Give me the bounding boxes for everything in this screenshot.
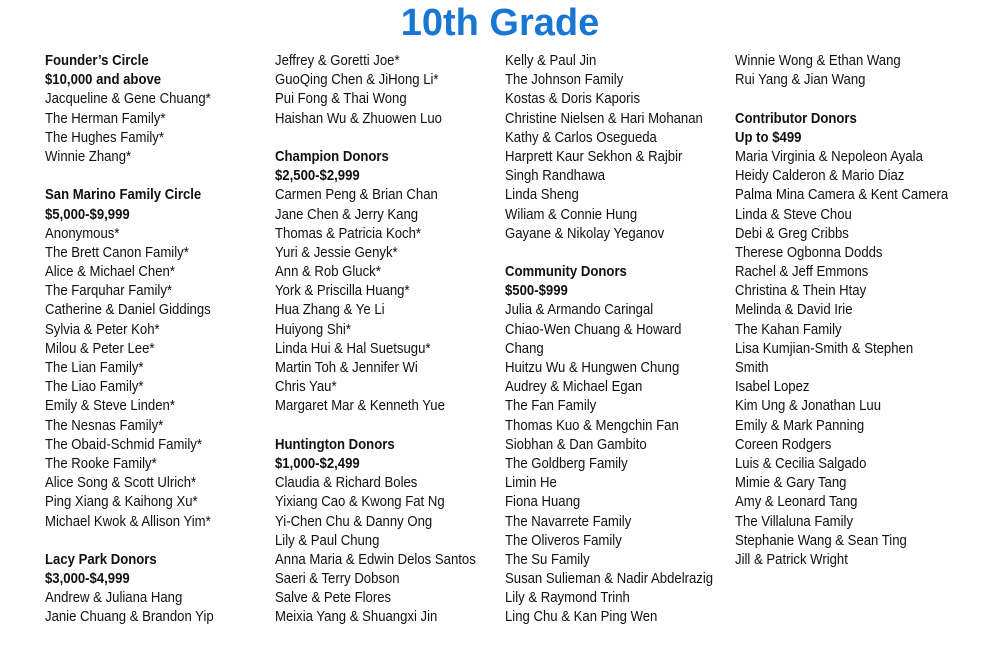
- donor-name: The Farquhar Family*: [45, 283, 173, 300]
- donor-name: Linda & Steve Chou: [735, 206, 852, 223]
- donor-name: Rachel & Jeff Emmons: [735, 264, 869, 281]
- donor-column-2: [275, 52, 476, 628]
- donor-column-3: [505, 52, 713, 628]
- donor-name: Audrey & Michael Egan: [505, 379, 643, 396]
- donor-name: Maria Virginia & Nepoleon Ayala: [735, 148, 923, 165]
- donor-name: Lily & Raymond Trinh: [505, 590, 630, 607]
- donor-name: Saeri & Terry Dobson: [275, 571, 400, 588]
- donor-name: The Oliveros Family: [505, 532, 622, 549]
- section-spacer: [505, 244, 713, 263]
- donor-name: GuoQing Chen & JiHong Li*: [275, 72, 439, 89]
- donor-name: Gayane & Nikolay Yeganov: [505, 225, 665, 242]
- donor-name: Luis & Cecilia Salgado: [735, 455, 867, 472]
- tier-heading: Up to $499: [735, 129, 802, 146]
- donor-name: The Lian Family*: [45, 360, 144, 376]
- donor-name: Carmen Peng & Brian Chan: [275, 187, 438, 204]
- tier-heading: Contributor Donors: [735, 110, 857, 127]
- donor-name: Claudia & Richard Boles: [275, 475, 418, 492]
- donor-name: The Johnson Family: [505, 72, 624, 89]
- donor-name: The Hughes Family*: [45, 129, 164, 146]
- donor-name: Margaret Mar & Kenneth Yue: [275, 398, 445, 415]
- donor-name: Salve & Pete Flores: [275, 590, 392, 607]
- donor-name: The Obaid-Schmid Family*: [45, 436, 202, 453]
- donor-name: Janie Chuang & Brandon Yip: [45, 609, 214, 626]
- donor-name: Wiliam & Connie Hung: [505, 206, 638, 223]
- donor-name: Kelly & Paul Jin: [505, 53, 597, 69]
- donor-name: Palma Mina Camera & Kent Camera: [735, 187, 949, 204]
- donor-name: Melinda & David Irie: [735, 302, 853, 319]
- donor-name: The Kahan Family: [735, 321, 842, 338]
- donor-name: Michael Kwok & Allison Yim*: [45, 513, 211, 530]
- donor-name: Chris Yau*: [275, 379, 337, 396]
- donor-name: Isabel Lopez: [735, 379, 810, 396]
- tier-heading: Lacy Park Donors: [45, 551, 157, 568]
- donor-name: Ann & Rob Gluck*: [275, 264, 381, 281]
- donor-name: The Su Family: [505, 551, 590, 568]
- donor-name: Anna Maria & Edwin Delos Santos: [275, 551, 476, 568]
- tier-heading: Founder’s Circle: [45, 53, 149, 69]
- donor-name: Emily & Steve Linden*: [45, 398, 175, 415]
- donor-name: Meixia Yang & Shuangxi Jin: [275, 609, 438, 626]
- donor-name: Therese Ogbonna Dodds: [735, 244, 883, 261]
- donor-name: Chang: [505, 340, 544, 357]
- donor-name: Kathy & Carlos Osegueda: [505, 129, 657, 146]
- donor-name: The Herman Family*: [45, 110, 166, 127]
- donor-name: Ling Chu & Kan Ping Wen: [505, 609, 658, 626]
- page-title: 10th Grade: [400, 2, 600, 44]
- donor-name: Pui Fong & Thai Wong: [275, 91, 407, 108]
- tier-heading: $5,000-$9,999: [45, 206, 130, 223]
- donor-name: Winnie Zhang*: [45, 148, 132, 165]
- donor-column-4: [735, 52, 948, 570]
- donor-name: Thomas & Patricia Koch*: [275, 225, 422, 242]
- donor-name: Chiao-Wen Chuang & Howard: [505, 321, 682, 338]
- donor-name: Jane Chen & Jerry Kang: [275, 206, 419, 223]
- tier-heading: San Marino Family Circle: [45, 187, 202, 204]
- donor-name: Jacqueline & Gene Chuang*: [45, 91, 211, 108]
- tier-heading: $500-$999: [505, 283, 568, 300]
- section-spacer: [45, 532, 214, 551]
- donor-name: Ping Xiang & Kaihong Xu*: [45, 494, 198, 511]
- donor-name: The Villaluna Family: [735, 513, 854, 530]
- tier-heading: $10,000 and above: [45, 72, 162, 89]
- tier-heading: Champion Donors: [275, 148, 389, 165]
- section-spacer: [45, 167, 214, 186]
- section-spacer: [735, 90, 948, 109]
- donor-name: Emily & Mark Panning: [735, 417, 865, 434]
- donor-name: Singh Randhawa: [505, 168, 606, 185]
- donor-name: Winnie Wong & Ethan Wang: [735, 53, 901, 69]
- donor-name: The Rooke Family*: [45, 455, 157, 472]
- donor-name: Smith: [735, 360, 769, 376]
- donor-name: Sylvia & Peter Koh*: [45, 321, 160, 338]
- donor-name: Linda Sheng: [505, 187, 579, 204]
- tier-heading: Huntington Donors: [275, 436, 395, 453]
- donor-name: Kim Ung & Jonathan Luu: [735, 398, 882, 415]
- donor-name: Thomas Kuo & Mengchin Fan: [505, 417, 679, 434]
- donor-name: Christina & Thein Htay: [735, 283, 867, 300]
- tier-heading: $1,000-$2,499: [275, 455, 360, 472]
- donor-name: The Liao Family*: [45, 379, 144, 396]
- donor-name: Mimie & Gary Tang: [735, 475, 847, 492]
- donor-name: Fiona Huang: [505, 494, 581, 511]
- donor-name: Jeffrey & Goretti Joe*: [275, 53, 400, 69]
- donor-name: The Nesnas Family*: [45, 417, 164, 434]
- donor-name: Debi & Greg Cribbs: [735, 225, 849, 242]
- donor-name: Christine Nielsen & Hari Mohanan: [505, 110, 703, 127]
- donor-name: Hua Zhang & Ye Li: [275, 302, 385, 319]
- donor-name: Susan Sulieman & Nadir Abdelrazig: [505, 571, 714, 588]
- donor-name: Alice & Michael Chen*: [45, 264, 175, 281]
- donor-name: Yixiang Cao & Kwong Fat Ng: [275, 494, 445, 511]
- section-spacer: [275, 417, 476, 436]
- donor-name: Martin Toh & Jennifer Wi: [275, 360, 418, 376]
- donor-name: Harprett Kaur Sekhon & Rajbir: [505, 148, 683, 165]
- donor-name: Siobhan & Dan Gambito: [505, 436, 647, 453]
- donor-name: Jill & Patrick Wright: [735, 551, 848, 568]
- donor-name: Huitzu Wu & Hungwen Chung: [505, 360, 680, 376]
- donor-name: The Brett Canon Family*: [45, 244, 189, 261]
- donor-name: Linda Hui & Hal Suetsugu*: [275, 340, 431, 357]
- donor-name: Stephanie Wang & Sean Ting: [735, 532, 907, 549]
- tier-heading: $2,500-$2,999: [275, 168, 360, 185]
- donor-name: Kostas & Doris Kaporis: [505, 91, 641, 108]
- donor-name: The Fan Family: [505, 398, 597, 415]
- donor-name: The Navarrete Family: [505, 513, 632, 530]
- donor-name: Yi-Chen Chu & Danny Ong: [275, 513, 433, 530]
- donor-name: Anonymous*: [45, 225, 120, 242]
- donor-name: York & Priscilla Huang*: [275, 283, 410, 300]
- donor-name: Catherine & Daniel Giddings: [45, 302, 211, 319]
- donor-name: Julia & Armando Caringal: [505, 302, 654, 319]
- donor-name: Haishan Wu & Zhuowen Luo: [275, 110, 442, 127]
- donor-name: Heidy Calderon & Mario Diaz: [735, 168, 905, 185]
- donor-name: Alice Song & Scott Ulrich*: [45, 475, 197, 492]
- donor-name: Andrew & Juliana Hang: [45, 590, 183, 607]
- donor-name: Amy & Leonard Tang: [735, 494, 858, 511]
- donor-column-1: [45, 52, 214, 628]
- donor-name: Yuri & Jessie Genyk*: [275, 244, 398, 261]
- donor-name: Milou & Peter Lee*: [45, 340, 155, 357]
- donor-name: Rui Yang & Jian Wang: [735, 72, 866, 89]
- donor-name: Coreen Rodgers: [735, 436, 832, 453]
- tier-heading: $3,000-$4,999: [45, 571, 130, 588]
- donor-name: The Goldberg Family: [505, 455, 628, 472]
- donor-name: Lily & Paul Chung: [275, 532, 380, 549]
- donor-name: Huiyong Shi*: [275, 321, 351, 338]
- tier-heading: Community Donors: [505, 264, 627, 281]
- donor-name: Lisa Kumjian-Smith & Stephen: [735, 340, 914, 357]
- donor-name: Limin He: [505, 475, 557, 492]
- section-spacer: [275, 129, 476, 148]
